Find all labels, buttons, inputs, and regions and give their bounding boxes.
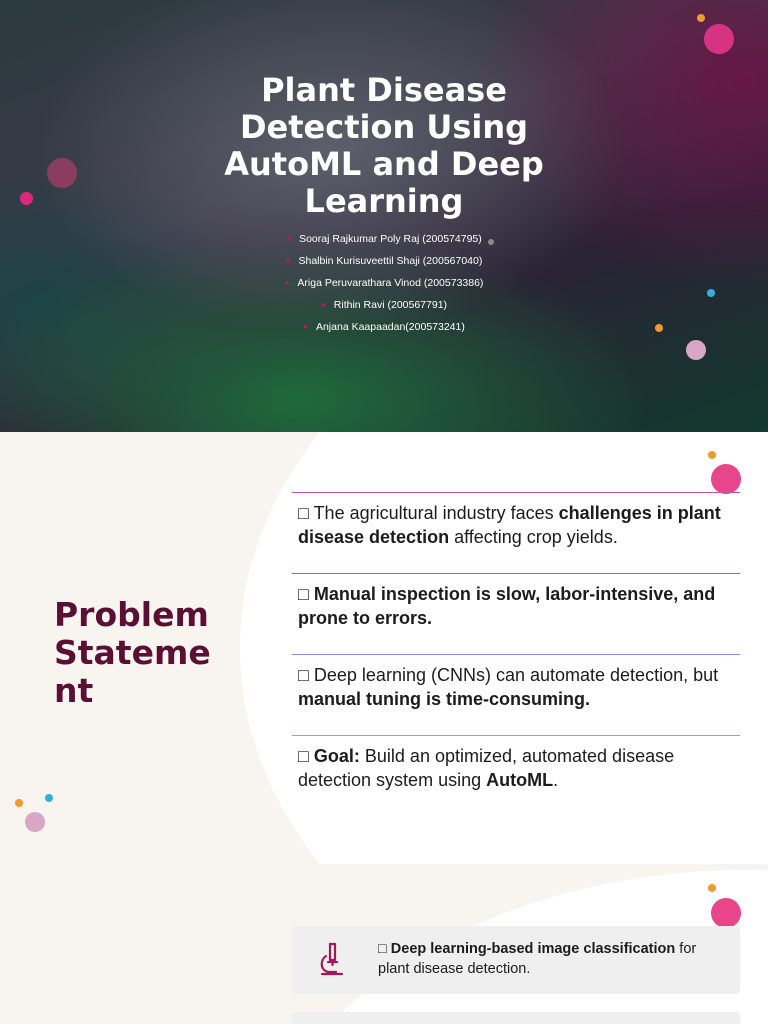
bullet-icon: □ bbox=[298, 503, 309, 523]
solution-slide bbox=[0, 864, 768, 1024]
microscope-icon bbox=[316, 940, 346, 980]
decor-dot bbox=[15, 799, 23, 807]
card-plain: for plant disease detection. bbox=[378, 941, 697, 977]
author-name: Anjana Kaapaadan(200573241) bbox=[315, 321, 465, 333]
point-bold: Goal: bbox=[313, 746, 360, 766]
point-bold: Manual inspection is slow, labor-intensive, and prone to errors. bbox=[298, 584, 716, 628]
decor-dot bbox=[655, 324, 663, 332]
decor-dot bbox=[20, 192, 33, 205]
bullet-icon: ● bbox=[320, 300, 326, 309]
bullet-icon: □ bbox=[378, 941, 387, 957]
author-list bbox=[184, 228, 584, 338]
problem-point bbox=[292, 735, 740, 816]
bullet-icon: □ bbox=[298, 584, 309, 604]
bullet-icon: □ bbox=[298, 746, 309, 766]
problem-points bbox=[292, 492, 740, 816]
decor-dot bbox=[697, 14, 705, 22]
bullet-icon: □ bbox=[298, 665, 309, 685]
decor-dot bbox=[708, 884, 716, 892]
solution-card bbox=[292, 926, 740, 994]
bullet-icon: ● bbox=[303, 322, 308, 331]
author-name: Shalbin Kurisuveettil Shaji (200567040) bbox=[298, 255, 483, 267]
point-text: affecting crop yields. bbox=[449, 527, 618, 547]
problem-point bbox=[292, 573, 740, 654]
decor-dot bbox=[704, 24, 734, 54]
problem-point bbox=[292, 654, 740, 735]
card-text bbox=[378, 939, 723, 979]
title-slide bbox=[0, 0, 768, 432]
card-bold: Deep learning-based image classification bbox=[390, 941, 676, 957]
slide-title: Plant Disease Detection Using AutoML and Deep Learning bbox=[224, 71, 544, 220]
decor-dot bbox=[686, 340, 706, 360]
decor-dot bbox=[711, 464, 741, 494]
problem-point bbox=[292, 492, 740, 573]
bullet-icon: ● bbox=[286, 234, 292, 243]
decor-dot bbox=[47, 158, 77, 188]
author-name: Rithin Ravi (200567791) bbox=[333, 299, 448, 311]
author-item bbox=[184, 316, 584, 338]
author-item bbox=[184, 272, 584, 294]
author-item bbox=[184, 250, 584, 272]
bullet-icon: ● bbox=[285, 256, 291, 265]
problem-statement-slide bbox=[0, 432, 768, 864]
point-bold: AutoML bbox=[486, 770, 554, 790]
bullet-icon: ● bbox=[284, 278, 290, 287]
author-name: Sooraj Rajkumar Poly Raj (200574795) bbox=[299, 233, 482, 245]
author-item bbox=[184, 228, 584, 250]
decor-dot bbox=[45, 794, 53, 802]
point-text: Deep learning (CNNs) can automate detection, but bbox=[313, 665, 719, 685]
author-item bbox=[184, 294, 584, 316]
decor-dot bbox=[707, 289, 715, 297]
point-text: . bbox=[553, 770, 559, 790]
author-name: Ariga Peruvarathara Vinod (200573386) bbox=[297, 277, 484, 289]
slide-title: Problem Stateme nt bbox=[54, 595, 211, 710]
point-bold: challenges in plant disease detection bbox=[298, 503, 721, 547]
decor-dot bbox=[711, 898, 741, 928]
point-bold: manual tuning is time-consuming. bbox=[298, 689, 591, 709]
solution-card bbox=[292, 1012, 740, 1024]
decor-dot bbox=[708, 451, 716, 459]
point-text: Build an optimized, automated disease detection system using bbox=[298, 746, 675, 790]
decor-dot bbox=[25, 812, 45, 832]
point-text: The agricultural industry faces bbox=[313, 503, 559, 523]
